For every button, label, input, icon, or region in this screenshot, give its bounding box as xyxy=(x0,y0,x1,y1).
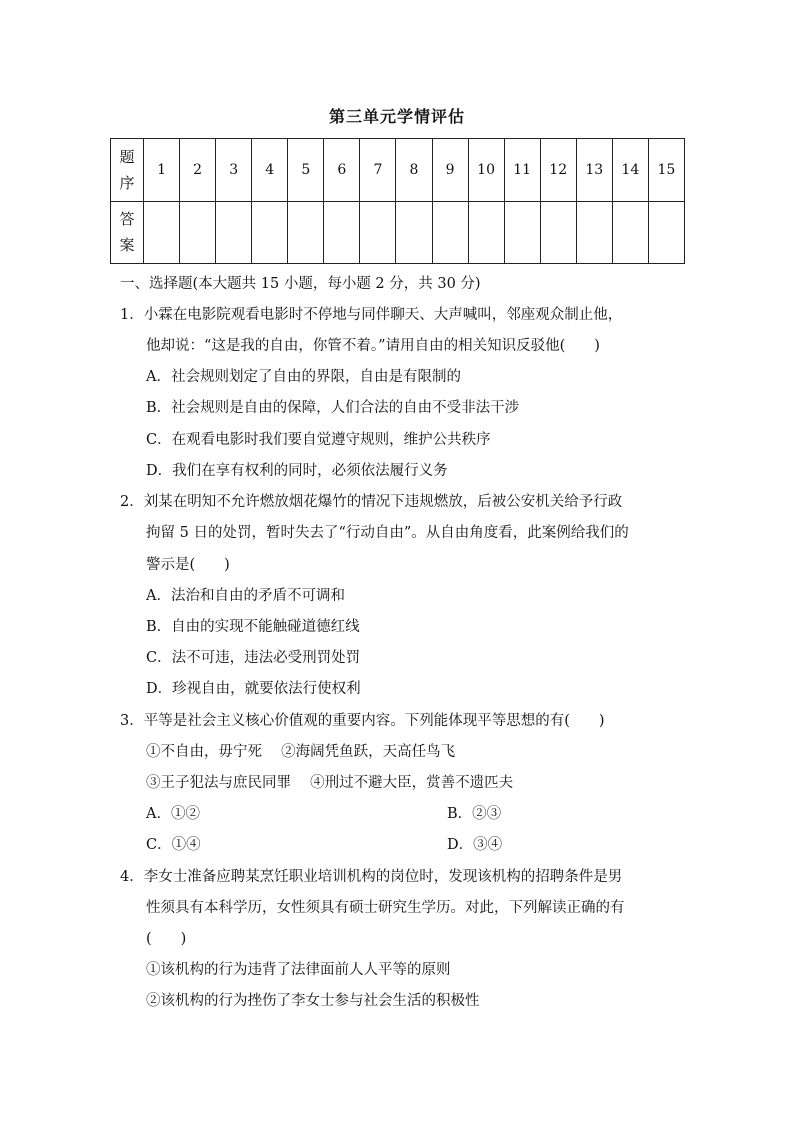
question-2-option-b: B．自由的实现不能触碰道德红线 xyxy=(146,619,360,635)
answer-cell[interactable] xyxy=(252,201,288,264)
header-char: 答 xyxy=(119,210,135,229)
question-number-cell: 13 xyxy=(576,139,612,202)
question-1-stem: 1．小霖在电影院观看电影时不停地与同伴聊天、大声喊叫，邻座观众制止他， xyxy=(120,307,623,323)
question-1-option-d: D．我们在享有权利的同时，必须依法履行义务 xyxy=(146,463,448,479)
question-number-cell: 2 xyxy=(180,139,216,202)
question-number-cell: 4 xyxy=(252,139,288,202)
question-number-cell: 9 xyxy=(432,139,468,202)
answer-cell[interactable] xyxy=(288,201,324,264)
question-number-cell: 5 xyxy=(288,139,324,202)
question-4-stem: 4．李女士准备应聘某烹饪职业培训机构的岗位时，发现该机构的招聘条件是男 xyxy=(120,869,623,885)
answer-cell[interactable] xyxy=(648,201,684,264)
answer-cell[interactable] xyxy=(504,201,540,264)
answer-cell[interactable] xyxy=(432,201,468,264)
question-4-item-1: ①该机构的行为违背了法律面前人人平等的原则 xyxy=(146,962,451,978)
answer-cell[interactable] xyxy=(612,201,648,264)
question-4-stem-cont: ( ) xyxy=(146,931,187,947)
question-number-cell: 15 xyxy=(648,139,684,202)
answer-cell[interactable] xyxy=(576,201,612,264)
answer-cell[interactable] xyxy=(468,201,504,264)
question-number-cell: 11 xyxy=(504,139,540,202)
answer-table xyxy=(110,138,685,264)
question-1-option-c: C．在观看电影时我们要自觉遵守规则，维护公共秩序 xyxy=(146,432,491,448)
question-number-cell: 7 xyxy=(360,139,396,202)
question-4-stem-cont: 性须具有本科学历，女性须具有硕士研究生学历。对此，下列解读正确的有 xyxy=(146,900,625,916)
question-number-cell: 8 xyxy=(396,139,432,202)
answer-cell[interactable] xyxy=(144,201,180,264)
answer-cell[interactable] xyxy=(360,201,396,264)
question-1-stem-cont: 他却说：“这是我的自由，你管不着。”请用自由的相关知识反驳他( ) xyxy=(146,338,600,354)
question-3-items: ③王子犯法与庶民同罪 ④刑过不避大臣，赏善不遗匹夫 xyxy=(146,775,514,791)
question-2-option-c: C．法不可违，违法必受刑罚处罚 xyxy=(146,650,361,666)
question-2-stem-cont: 警示是( ) xyxy=(146,557,230,573)
answer-cell[interactable] xyxy=(324,201,360,264)
question-3-option-a: A．①② xyxy=(146,806,200,822)
question-3-stem: 3．平等是社会主义核心价值观的重要内容。下列能体现平等思想的有( ) xyxy=(120,713,605,729)
question-1-option-b: B．社会规则是自由的保障，人们合法的自由不受非法干涉 xyxy=(146,400,520,416)
header-char: 序 xyxy=(119,173,135,192)
header-char: 案 xyxy=(119,236,135,255)
question-number-row xyxy=(111,139,685,202)
answer-cell[interactable] xyxy=(540,201,576,264)
section-heading: 一、选择题(本大题共 15 小题，每小题 2 分，共 30 分) xyxy=(120,276,481,292)
question-number-cell: 3 xyxy=(216,139,252,202)
question-3-items: ①不自由，毋宁死 ②海阔凭鱼跃，天高任鸟飞 xyxy=(146,744,456,760)
question-2-stem: 2．刘某在明知不允许燃放烟花爆竹的情况下违规燃放，后被公安机关给予行政 xyxy=(120,494,623,510)
question-number-cell: 6 xyxy=(324,139,360,202)
question-number-cell: 10 xyxy=(468,139,504,202)
question-3-option-d: D．③④ xyxy=(447,837,503,853)
question-4-item-2: ②该机构的行为挫伤了李女士参与社会生活的积极性 xyxy=(146,993,480,1009)
question-number-cell: 14 xyxy=(612,139,648,202)
question-3-option-c: C．①④ xyxy=(146,837,201,853)
answer-header xyxy=(111,201,144,264)
answer-cell[interactable] xyxy=(216,201,252,264)
question-3-option-b: B．②③ xyxy=(447,806,502,822)
question-2-stem-cont: 拘留 5 日的处罚，暂时失去了“行动自由”。从自由角度看，此案例给我们的 xyxy=(146,525,629,541)
answer-row xyxy=(111,201,685,264)
question-1-option-a: A．社会规则划定了自由的界限，自由是有限制的 xyxy=(146,369,461,385)
question-number-cell: 12 xyxy=(540,139,576,202)
question-number-cell: 1 xyxy=(144,139,180,202)
question-2-option-d: D．珍视自由，就要依法行使权利 xyxy=(146,681,361,697)
header-char: 题 xyxy=(119,147,135,166)
question-2-option-a: A．法治和自由的矛盾不可调和 xyxy=(146,588,345,604)
question-number-header xyxy=(111,139,144,202)
answer-cell[interactable] xyxy=(180,201,216,264)
page-title: 第三单元学情评估 xyxy=(328,107,465,126)
answer-cell[interactable] xyxy=(396,201,432,264)
